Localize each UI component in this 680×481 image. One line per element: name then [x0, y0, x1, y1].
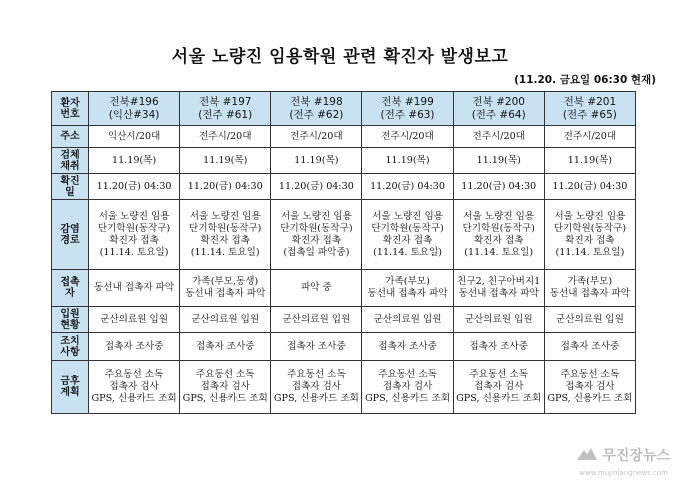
address-cell: 전주시/20대	[453, 126, 544, 148]
hospital-cell: 군산의료원 입원	[180, 307, 271, 333]
confirmed-cell: 11.20(금) 04:30	[362, 174, 453, 200]
row-confirmed	[52, 174, 636, 200]
address-cell: 전주시/20대	[271, 126, 362, 148]
infection-route-cell: 서울 노량진 임용 단기학원(동작구) 확진자 접촉 (접촉일 파악중)	[271, 200, 362, 270]
contacts-cell: 파악 중	[271, 270, 362, 307]
row-contacts	[52, 270, 636, 307]
contacts-cell: 가족(부모) 동선내 접촉자 파악	[362, 270, 453, 307]
confirmed-cell: 11.20(금) 04:30	[453, 174, 544, 200]
watermark-url: www.mujinjangnews.com	[579, 469, 668, 477]
hospital-cell: 군산의료원 입원	[453, 307, 544, 333]
action-cell: 접촉자 조사중	[89, 333, 180, 361]
address-cell: 전주시/20대	[544, 126, 635, 148]
address-cell: 전주시/20대	[362, 126, 453, 148]
confirmed-cell: 11.20(금) 04:30	[89, 174, 180, 200]
plan-cell: 주요동선 소독 접촉자 검사 GPS, 신용카드 조회	[362, 361, 453, 414]
infection-route-cell: 서울 노량진 임용 단기학원(동작구) 확진자 접촉 (11.14. 토요일)	[544, 200, 635, 270]
row-header-infection-route: 감염 경로	[52, 200, 89, 270]
row-header-action: 조치 사항	[52, 333, 89, 361]
patient-report-table	[51, 91, 636, 414]
contacts-cell: 가족(부모,동생) 동선내 접촉자 파악	[180, 270, 271, 307]
action-cell: 접촉자 조사중	[544, 333, 635, 361]
patient-id: 전북 #200 (전주 #64)	[453, 92, 544, 126]
plan-cell: 주요동선 소독 접촉자 검사 GPS, 신용카드 조회	[544, 361, 635, 414]
row-patient-id	[52, 92, 636, 126]
patient-id: 전북 #198 (전주 #62)	[271, 92, 362, 126]
sampled-cell: 11.19(목)	[453, 148, 544, 174]
action-cell: 접촉자 조사중	[453, 333, 544, 361]
contacts-cell: 동선내 접촉자 파악	[89, 270, 180, 307]
row-header-address: 주소	[52, 126, 89, 148]
row-plan	[52, 361, 636, 414]
watermark-text: 무진장뉴스	[602, 448, 670, 464]
hospital-cell: 군산의료원 입원	[544, 307, 635, 333]
contacts-cell: 친구2, 친구아버지1 동선내 접촉자 파악	[453, 270, 544, 307]
sampled-cell: 11.19(목)	[544, 148, 635, 174]
row-header-plan: 금후 계획	[52, 361, 89, 414]
report-timestamp: (11.20. 금요일 06:30 현재)	[514, 74, 656, 86]
address-cell: 전주시/20대	[180, 126, 271, 148]
plan-cell: 주요동선 소독 접촉자 검사 GPS, 신용카드 조회	[271, 361, 362, 414]
infection-route-cell: 서울 노량진 임용 단기학원(동작구) 확진자 접촉 (11.14. 토요일)	[362, 200, 453, 270]
row-address	[52, 126, 636, 148]
infection-route-cell: 서울 노량진 임용 단기학원(동작구) 확진자 접촉 (11.14. 토요일)	[180, 200, 271, 270]
hospital-cell: 군산의료원 입원	[271, 307, 362, 333]
plan-cell: 주요동선 소독 접촉자 검사 GPS, 신용카드 조회	[89, 361, 180, 414]
plan-cell: 주요동선 소독 접촉자 검사 GPS, 신용카드 조회	[180, 361, 271, 414]
row-header-contacts: 접촉 자	[52, 270, 89, 307]
report-title: 서울 노량진 임용학원 관련 확진자 발생보고	[171, 47, 509, 67]
action-cell: 접촉자 조사중	[180, 333, 271, 361]
confirmed-cell: 11.20(금) 04:30	[180, 174, 271, 200]
row-header-patient-id: 환자 번호	[52, 92, 89, 126]
row-hospital	[52, 307, 636, 333]
patient-id: 전북#196 (익산#34)	[89, 92, 180, 126]
sampled-cell: 11.19(목)	[180, 148, 271, 174]
action-cell: 접촉자 조사중	[362, 333, 453, 361]
patient-id: 전북 #197 (전주 #61)	[180, 92, 271, 126]
mountain-logo-icon	[576, 445, 598, 465]
sampled-cell: 11.19(목)	[362, 148, 453, 174]
action-cell: 접촉자 조사중	[271, 333, 362, 361]
contacts-cell: 가족(부모) 동선내 접촉자 파악	[544, 270, 635, 307]
sampled-cell: 11.19(목)	[89, 148, 180, 174]
plan-cell: 주요동선 소독 접촉자 검사 GPS, 신용카드 조회	[453, 361, 544, 414]
confirmed-cell: 11.20(금) 04:30	[271, 174, 362, 200]
infection-route-cell: 서울 노량진 임용 단기학원(동작구) 확진자 접촉 (11.14. 토요일)	[453, 200, 544, 270]
hospital-cell: 군산의료원 입원	[89, 307, 180, 333]
row-action	[52, 333, 636, 361]
confirmed-cell: 11.20(금) 04:30	[544, 174, 635, 200]
patient-id: 전북 #201 (전주 #65)	[544, 92, 635, 126]
address-cell: 익산시/20대	[89, 126, 180, 148]
watermark	[576, 445, 670, 465]
row-sampled	[52, 148, 636, 174]
row-header-confirmed: 확진 일	[52, 174, 89, 200]
hospital-cell: 군산의료원 입원	[362, 307, 453, 333]
infection-route-cell: 서울 노량진 임용 단기학원(동작구) 확진자 접촉 (11.14. 토요일)	[89, 200, 180, 270]
sampled-cell: 11.19(목)	[271, 148, 362, 174]
row-header-sampled: 검체 채취	[52, 148, 89, 174]
row-infection-route	[52, 200, 636, 270]
row-header-hospital: 입원 현황	[52, 307, 89, 333]
patient-id: 전북 #199 (전주 #63)	[362, 92, 453, 126]
